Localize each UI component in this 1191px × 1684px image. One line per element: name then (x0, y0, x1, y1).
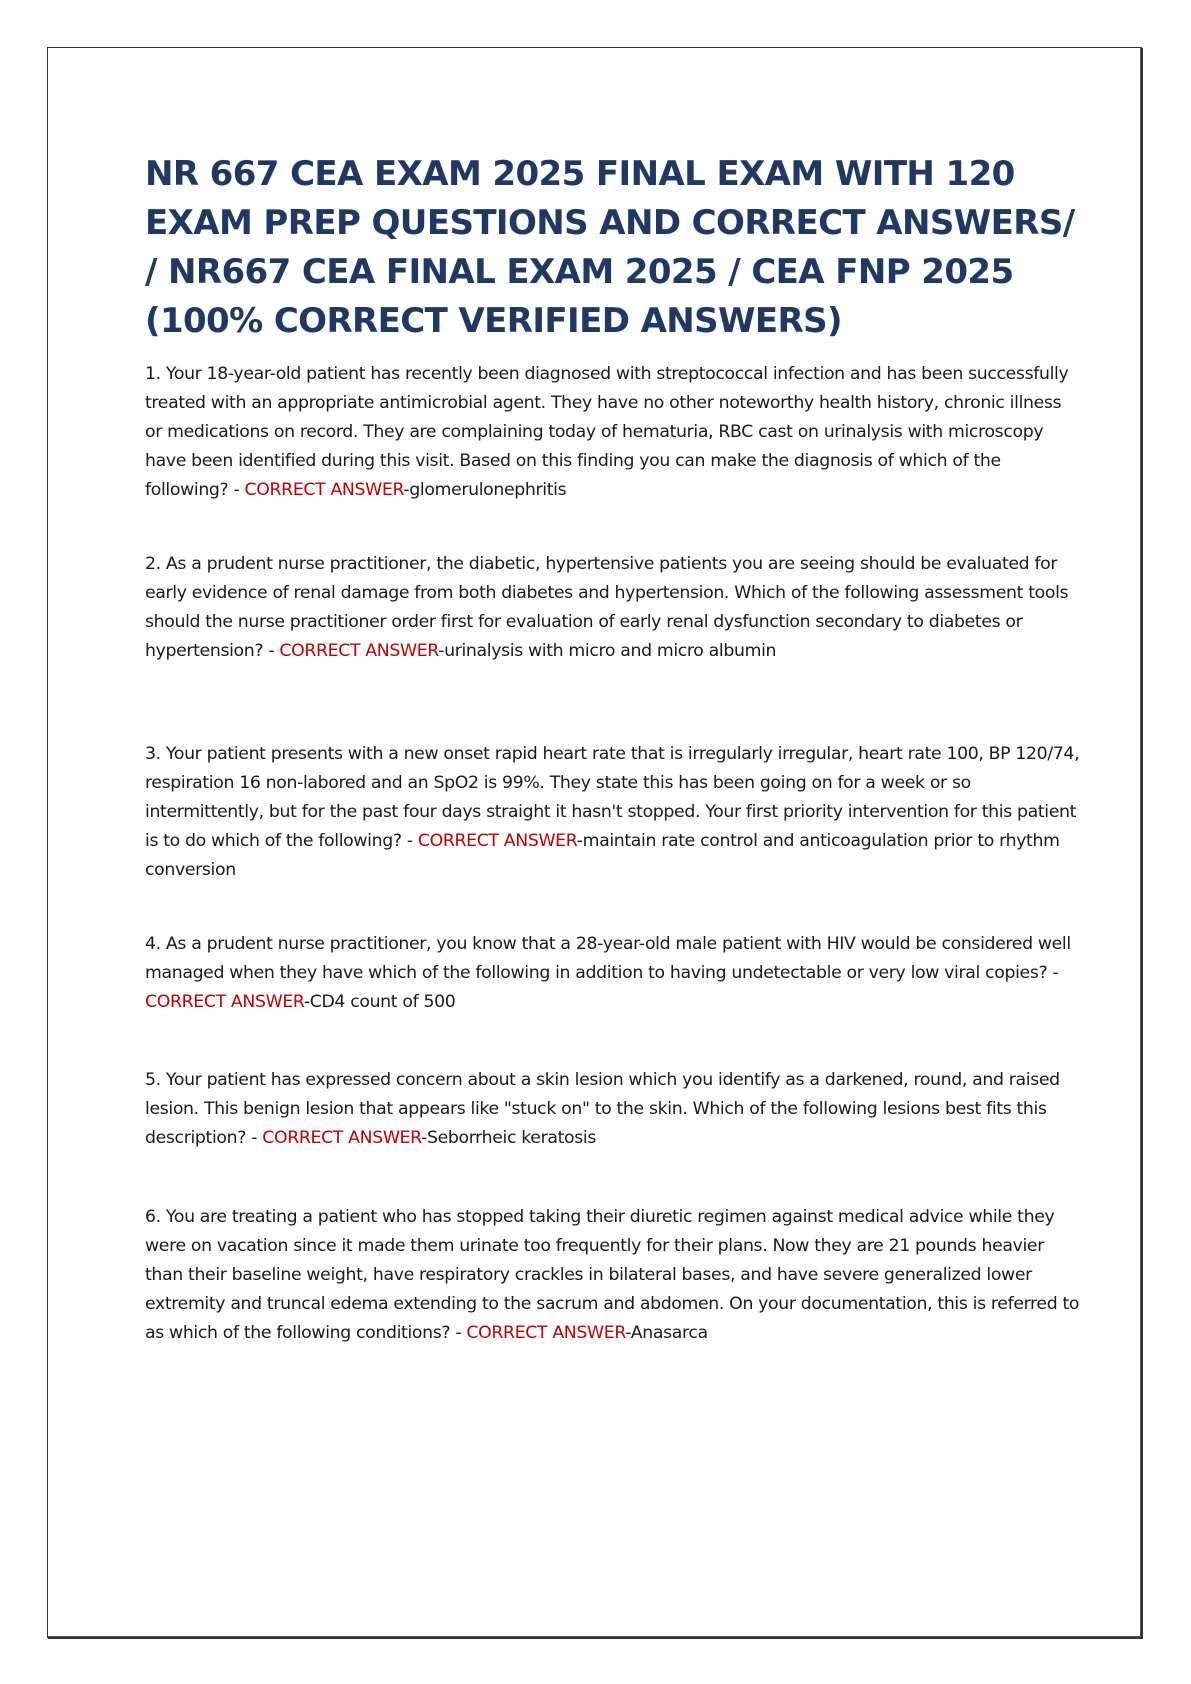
correct-answer-label: CORRECT ANSWER (262, 1128, 422, 1148)
question-text: 1. Your 18-year-old patient has recently been diagnosed with streptococcal infection and has been successfully treated with an appropriate antimicrobial agent. They have no other noteworthy health history, chronic illness or medications on record. They are complaining today of hematuria, RBC cast on urinalysis with microscopy have been identified during this visit. Based on this finding you can make the diagnosis of which of the following? - (145, 364, 1069, 500)
title-line: / NR667 CEA FINAL EXAM 2025 / CEA FNP 2025 (145, 252, 1014, 292)
correct-answer-label: CORRECT ANSWER (417, 831, 577, 851)
title-line: EXAM PREP QUESTIONS AND CORRECT ANSWERS/ (145, 203, 1075, 243)
correct-answer-label: CORRECT ANSWER (145, 992, 304, 1012)
answer-text: -Anasarca (625, 1323, 708, 1343)
question-text: 5. Your patient has expressed concern about a skin lesion which you identify as a darkened, round, and raised lesion. This benign lesion that appears like "stuck on" to the skin. Which of the following lesions best fits this description? - (145, 1070, 1060, 1148)
question-text: 3. Your patient presents with a new onset rapid heart rate that is irregularly irregular, heart rate 100, BP 120/74, respiration 16 non-labored and an SpO2 is 99%. They state this has been going on for a week or so intermittently, but for the past four days straight it hasn't stopped. Your first priority intervention for this patient is to do which of the following? - (145, 744, 1080, 851)
correct-answer-label: CORRECT ANSWER (279, 641, 439, 661)
question-item (145, 740, 1080, 885)
correct-answer-label: CORRECT ANSWER (466, 1323, 626, 1343)
question-text: 2. As a prudent nurse practitioner, the diabetic, hypertensive patients you are seeing should be evaluated for early evidence of renal damage from both diabetes and hypertension. Which of the following assessment tools should the nurse practitioner order first for evaluation of early renal dysfunction secondary to diabetes or hypertension? - (145, 554, 1069, 661)
answer-text: -glomerulonephritis (403, 480, 567, 500)
question-item (145, 1203, 1080, 1348)
answer-text: -Seborrheic keratosis (421, 1128, 596, 1148)
question-item (145, 360, 1080, 505)
question-text: 4. As a prudent nurse practitioner, you know that a 28-year-old male patient with HIV would be considered well managed when they have which of the following in addition to having undetectable or very low viral copies? - (145, 934, 1071, 983)
document-title (145, 150, 1085, 346)
answer-text: -CD4 count of 500 (303, 992, 456, 1012)
title-line: NR 667 CEA EXAM 2025 FINAL EXAM WITH 120 (145, 154, 1015, 194)
answer-text: -maintain rate control and anticoagulation prior to rhythm conversion (145, 831, 1060, 880)
answer-text: -urinalysis with micro and micro albumin (438, 641, 777, 661)
question-item (145, 930, 1080, 1017)
correct-answer-label: CORRECT ANSWER (244, 480, 404, 500)
question-item (145, 550, 1080, 666)
question-text: 6. You are treating a patient who has stopped taking their diuretic regimen against medical advice while they were on vacation since it made them urinate too frequently for their plans. Now they are 21 pounds heavier than their baseline weight, have respiratory crackles in bilateral bases, and have severe generalized lower extremity and truncal edema extending to the sacrum and abdomen. On your documentation, this is referred to as which of the following conditions? - (145, 1207, 1080, 1343)
question-item (145, 1066, 1080, 1153)
title-line: (100% CORRECT VERIFIED ANSWERS) (145, 301, 842, 341)
